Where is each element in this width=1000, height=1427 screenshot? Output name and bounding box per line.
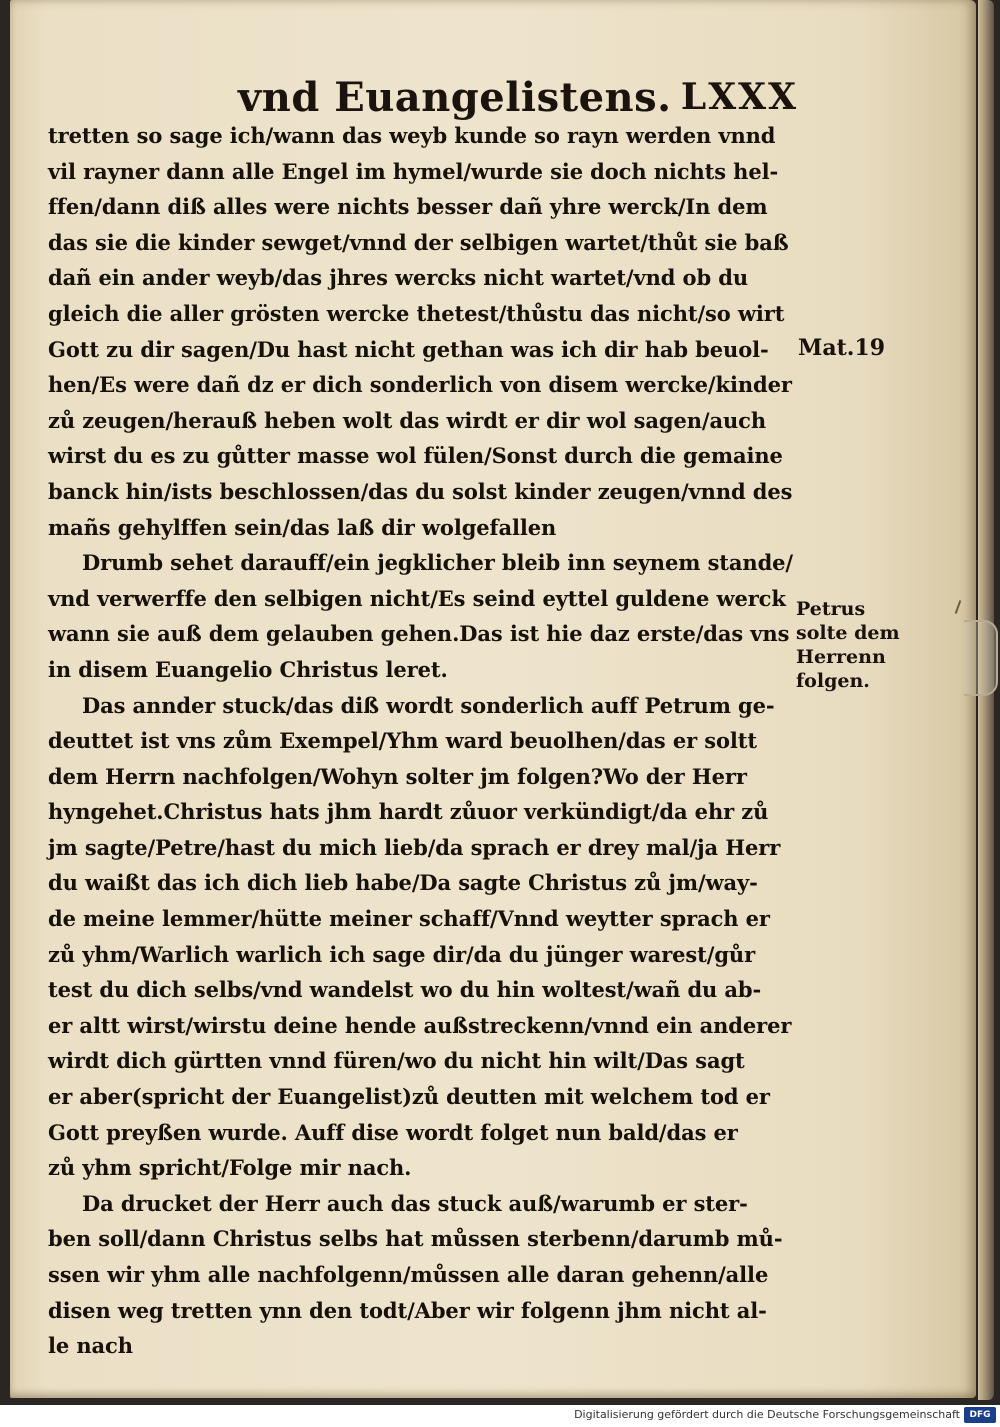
- text-line: ssen wir yhm alle nachfolgenn/můssen alle daran gehenn/alle: [48, 1262, 769, 1287]
- text-line: Gott preyßen wurde. Auff dise wordt folget nun bald/das er: [48, 1119, 738, 1145]
- dfg-logo: DFG: [964, 1407, 996, 1423]
- text-line: le nach: [48, 1333, 133, 1359]
- text-line: banck hin/ists beschlossen/das du solst kinder zeugen/vnnd des: [48, 478, 793, 504]
- folio-number: LXXX: [680, 76, 798, 118]
- text-line: test du dich selbs/vnd wandelst wo du hin woltest/wañ du ab-: [48, 977, 762, 1003]
- margin-note-line: solte dem: [796, 622, 900, 644]
- text-line: zů zeugen/herauß heben wolt das wirdt er dir wol sagen/auch: [48, 407, 767, 433]
- margin-note-petrus: [796, 597, 900, 693]
- text-line: vil rayner dann alle Engel im hymel/wurde sie doch nichts hel-: [48, 158, 779, 184]
- header-title: vnd Euangelistens.: [238, 74, 672, 121]
- text-line: er altt wirst/wirstu deine hende außstreckenn/vnnd ein anderer: [48, 1012, 792, 1038]
- text-line: de meine lemmer/hütte meiner schaff/Vnnd weytter sprach er: [48, 906, 770, 932]
- text-line: Drumb sehet darauff/ein jegklicher bleib inn seynem stande/: [82, 550, 793, 576]
- text-line: dem Herrn nachfolgen/Wohyn solter jm folgen?Wo der Herr: [48, 763, 747, 789]
- text-line: zů yhm spricht/Folge mir nach.: [48, 1155, 412, 1181]
- footer-bar: [0, 1405, 1000, 1427]
- text-line: wann sie auß dem gelauben gehen.Das ist hie daz erste/das vns: [48, 621, 790, 647]
- page-edge: [978, 0, 994, 1400]
- text-line: deuttet ist vns zům Exempel/Yhm ward beuolhen/das er soltt: [48, 728, 757, 754]
- text-line: zů yhm/Warlich warlich ich sage dir/da du jünger warest/gůr: [48, 941, 756, 967]
- text-line: ben soll/dann Christus selbs hat můssen sterbenn/darumb mů-: [48, 1226, 783, 1252]
- running-header: [238, 74, 798, 124]
- text-line: dañ ein ander weyb/das jhres wercks nicht wartet/vnd ob du: [48, 265, 749, 291]
- text-line: du waißt das ich dich lieb habe/Da sagte Christus zů jm/way-: [48, 870, 758, 896]
- text-line: Gott zu dir sagen/Du hast nicht gethan was ich dir hab beuol-: [48, 336, 769, 362]
- margin-note-reference: Mat.19: [798, 335, 886, 361]
- text-line: er aber(spricht der Euangelist)zů deutten mit welchem tod er: [48, 1084, 770, 1110]
- margin-note-line: folgen.: [796, 670, 870, 692]
- text-line: tretten so sage ich/wann das weyb kunde so rayn werden vnnd: [48, 123, 776, 148]
- text-line: wirst du es zu gůtter masse wol fülen/Sonst durch die gemaine: [48, 443, 783, 469]
- text-line: in disem Euangelio Christus leret.: [48, 656, 448, 682]
- text-line: jm sagte/Petre/hast du mich lieb/da sprach er drey mal/ja Herr: [48, 834, 781, 860]
- margin-note-line: Herrenn: [796, 646, 886, 668]
- text-line: disen weg tretten ynn den todt/Aber wir folgenn jhm nicht al-: [48, 1297, 767, 1323]
- text-line: gleich die aller grösten wercke thetest/thůstu das nicht/so wirt: [48, 300, 785, 326]
- footer-credit: Digitalisierung gefördert durch die Deutsche Forschungsgemeinschaft: [574, 1408, 960, 1421]
- body-text: [48, 118, 793, 1364]
- page-clip: [964, 620, 998, 696]
- text-line: mañs gehylffen sein/das laß dir wolgefallen: [48, 514, 557, 540]
- text-line: Da drucket der Herr auch das stuck auß/warumb er ster-: [82, 1190, 748, 1216]
- text-line: Das annder stuck/das diß wordt sonderlich auff Petrum ge-: [82, 692, 775, 718]
- text-line: hyngehet.Christus hats jhm hardt zůuor verkündigt/da ehr zů: [48, 799, 769, 825]
- margin-note-line: Petrus: [796, 598, 866, 620]
- text-line: wirdt dich gürtten vnnd füren/wo du nicht hin wilt/Das sagt: [48, 1048, 745, 1074]
- text-line: ffen/dann diß alles were nichts besser dañ yhre werck/In dem: [48, 194, 768, 220]
- text-line: hen/Es were dañ dz er dich sonderlich von disem wercke/kinder: [48, 372, 792, 398]
- text-line: vnd verwerffe den selbigen nicht/Es seind eyttel guldene werck: [48, 585, 786, 611]
- text-line: das sie die kinder sewget/vnnd der selbigen wartet/thůt sie baß: [48, 229, 789, 255]
